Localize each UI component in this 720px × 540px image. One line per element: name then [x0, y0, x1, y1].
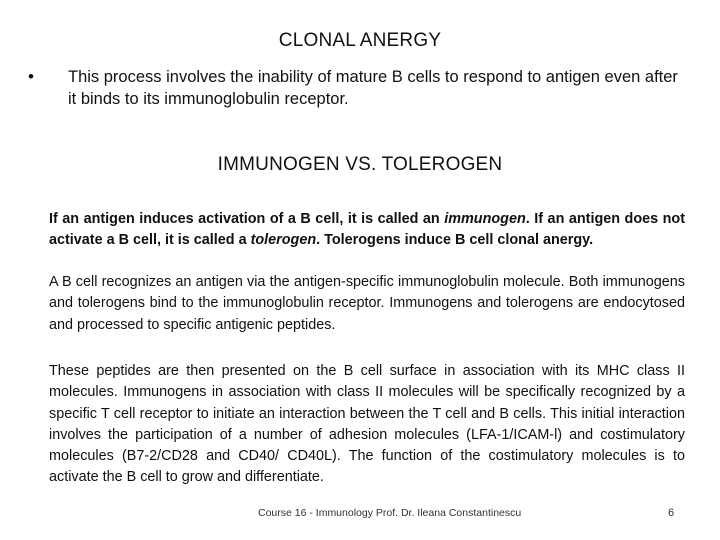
- para1-part3: . Tolerogens induce B cell clonal anergy.: [316, 232, 594, 249]
- section-heading: IMMUNOGEN VS. TOLEROGEN: [217, 154, 503, 175]
- bullet-item: [28, 66, 688, 110]
- bullet-marker: •: [28, 67, 34, 86]
- paragraph-definition: [49, 209, 685, 252]
- bullet-text: This process involves the inability of mature B cells to respond to antigen even after it binds to its immunoglobulin receptor.: [68, 68, 678, 108]
- paragraph-recognition: A B cell recognizes an antigen via the antigen-specific immunoglobulin molecule. Both immunogens and tolerogens bind to the immunoglobulin receptor. Immunogens and tolerogens are endocytosed and processed to specific antigenic peptides.: [49, 274, 685, 333]
- footer-text: Course 16 - Immunology Prof. Dr. Ileana Constantinescu: [258, 507, 522, 519]
- page-number: 6: [668, 507, 675, 519]
- para1-part2: . If an antigen does not activate a B cell, it is called a: [49, 211, 685, 249]
- slide-title: CLONAL ANERGY: [278, 30, 442, 51]
- term-immunogen: immunogen: [444, 211, 526, 227]
- para1-part1: If an antigen induces activation of a B cell, it is called an: [49, 211, 445, 227]
- paragraph-presentation: These peptides are then presented on the B cell surface in association with its MHC class II molecules. Immunogens in association with class II molecules will be specifically recognized by a specific T cell receptor to initiate an interaction between the T cell and B cells. This initial interaction involves the participation of a number of adhesion molecules (LFA-1/ICAM-l) and costimulatory molecules (B7-2/CD28 and CD40/ CD40L). The function of the costimulatory molecules is to activate the B cell to grow and differentiate.: [49, 363, 685, 486]
- term-tolerogen: tolerogen: [250, 232, 317, 249]
